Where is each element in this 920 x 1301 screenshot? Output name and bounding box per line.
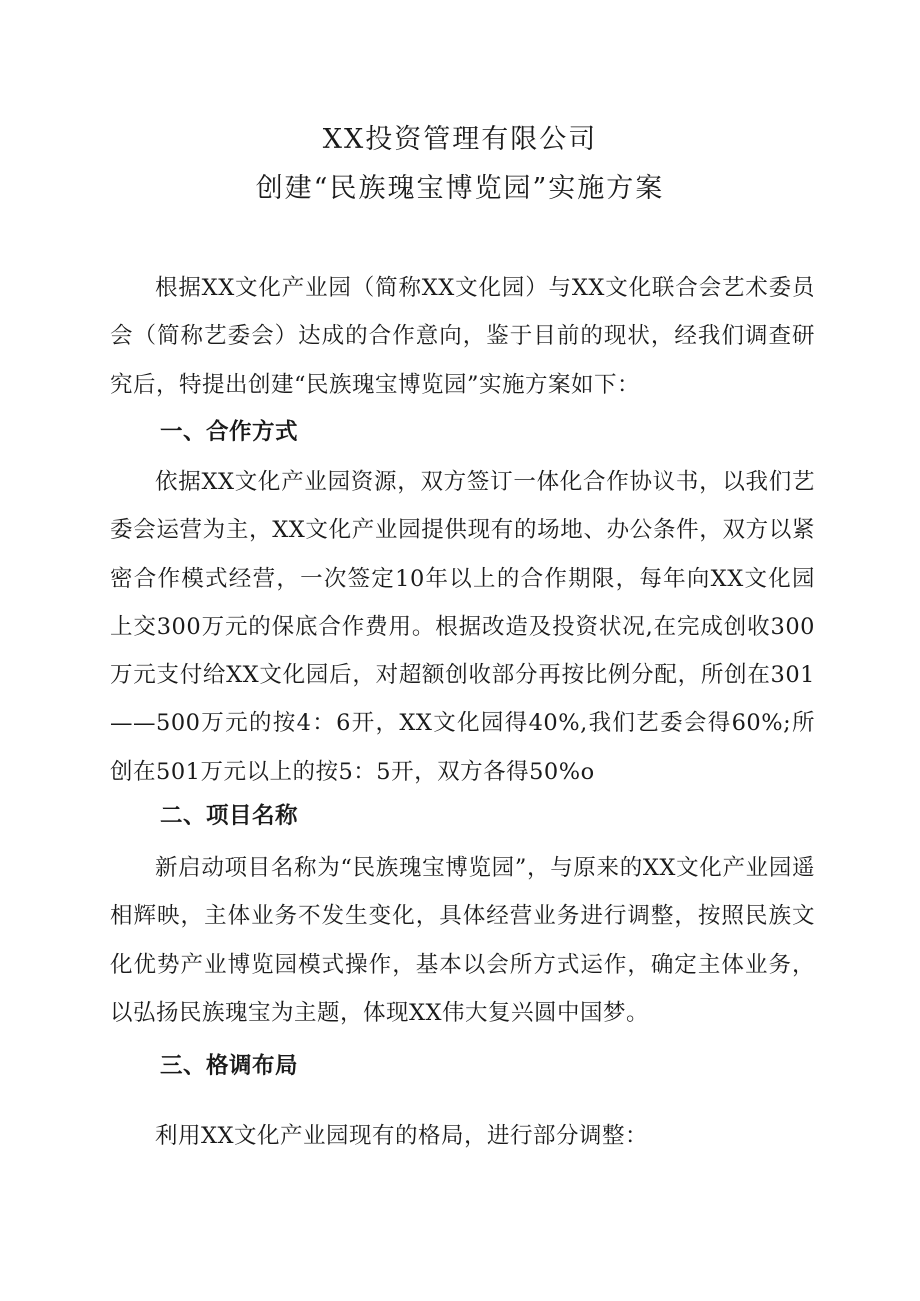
section-heading-project-name: 二、项目名称	[160, 803, 299, 829]
cooperation-paragraph: 依据XX文化产业园资源，双方签订一体化合作协议书，以我们艺委会运营为主，XX文化产业园提供现有的场地、办公条件，双方以紧密合作模式经营，一次签定10年以上的合作期限，每年向XX文化园上交300万元的保底合作费用。根据改造及投资状况,在完成创收300万元支付给XX文化园后，对超额创收部分再按比例分配，所创在301——500万元的按4：6开，XX文化园得40%,我们艺委会得60%;所创在501万元以上的按5：5开，双方各得50%o	[110, 469, 815, 785]
document-title-plan: 创建“民族瑰宝博览园”实施方案	[255, 173, 665, 204]
intro-paragraph: 根据XX文化产业园（简称XX文化园）与XX文化联合会艺术委员会（简称艺委会）达成的合作意向，鉴于目前的现状，经我们调查研究后，特提出创建“民族瑰宝博览园”实施方案如下：	[110, 275, 815, 398]
project-name-paragraph: 新启动项目名称为“民族瑰宝博览园”，与原来的XX文化产业园遥相辉映，主体业务不发生变化，具体经营业务进行调整，按照民族文化优势产业博览园模式操作，基本以会所方式运作，确定主体业务，以弘扬民族瑰宝为主题，体现XX伟大复兴圆中国梦。	[110, 855, 815, 1026]
document-title-company: XX投资管理有限公司	[322, 124, 598, 155]
section-heading-layout: 三、格调布局	[160, 1053, 299, 1079]
layout-paragraph: 利用XX文化产业园现有的格局，进行部分调整：	[155, 1123, 649, 1149]
section-heading-cooperation: 一、合作方式	[160, 419, 299, 445]
